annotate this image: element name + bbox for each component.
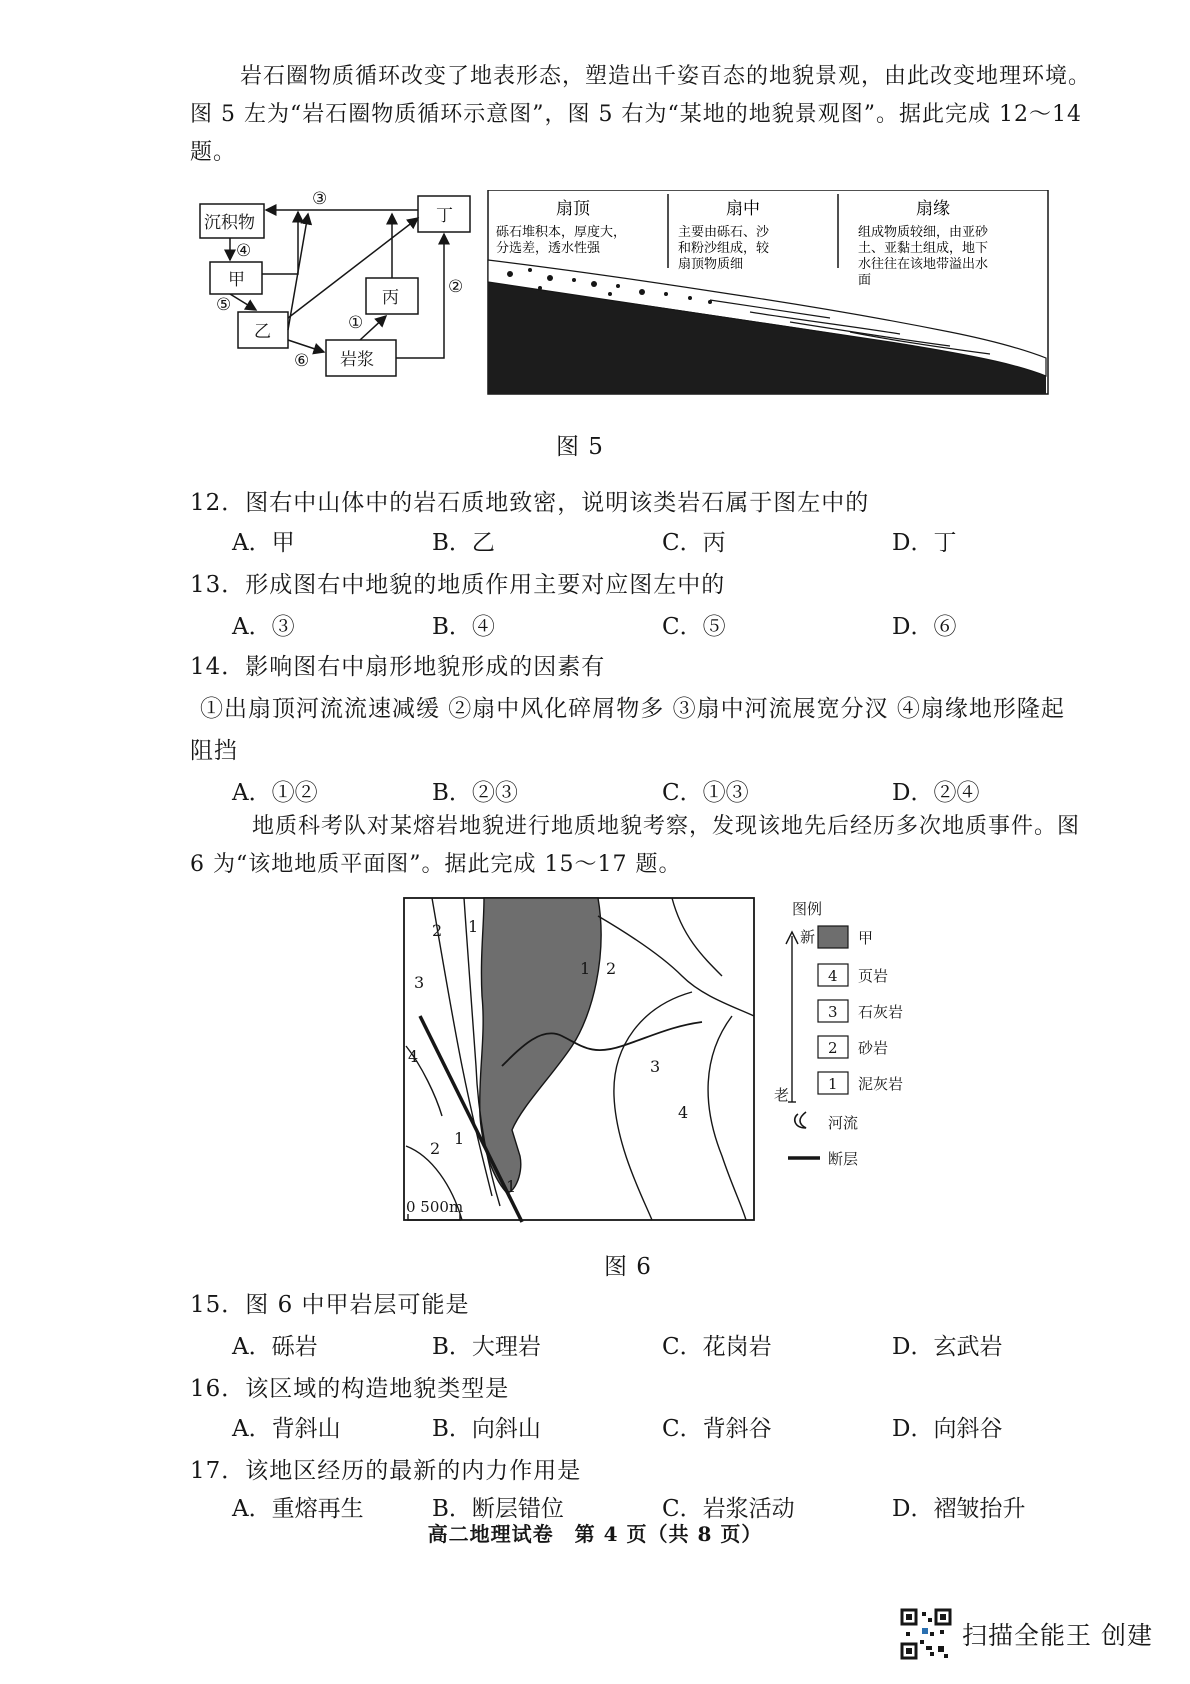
fan-mid-title: 扇中 <box>726 199 760 219</box>
legend-label-limestone: 石灰岩 <box>858 1003 904 1021</box>
q13-option-d[interactable]: D．⑥ <box>892 614 957 640</box>
arrow-label-2: ② <box>448 277 464 297</box>
q17-stem: 17．该地区经历的最新的内力作用是 <box>190 1458 582 1484</box>
map-label-1b: 1 <box>580 959 591 978</box>
jia-label: 甲 <box>228 270 245 290</box>
legend-label-marl: 泥灰岩 <box>858 1075 904 1093</box>
fan-top-line1: 砾石堆积本，厚度大， <box>496 225 627 240</box>
figure-6 <box>402 896 942 1236</box>
q15-option-b[interactable]: B．大理岩 <box>432 1334 541 1360</box>
fan-top-title: 扇顶 <box>556 199 590 219</box>
q14-option-c[interactable]: C．①③ <box>662 780 749 806</box>
q14-items-line2: 阻挡 <box>190 738 238 764</box>
page-footer: 高二地理试卷 第 4 页（共 8 页） <box>427 1522 763 1546</box>
fan-edge-line4: 面 <box>858 273 872 288</box>
fan-mid-line1: 主要由砾石、沙 <box>678 225 770 240</box>
q13-stem: 13．形成图右中地貌的地质作用主要对应图左中的 <box>190 572 726 598</box>
q15-option-c[interactable]: C．花岗岩 <box>662 1334 772 1360</box>
figure6-caption: 图 6 <box>604 1254 652 1280</box>
q17-option-a[interactable]: A．重熔再生 <box>232 1496 364 1522</box>
legend-label-sandstone: 砂岩 <box>858 1039 889 1057</box>
q12-option-b[interactable]: B．乙 <box>432 530 495 556</box>
legend-key-3: 3 <box>828 1003 838 1021</box>
q12-options <box>232 524 1132 554</box>
q13-option-a[interactable]: A．③ <box>232 614 295 640</box>
alluvial-fan-diagram <box>488 190 1048 394</box>
q17-option-c[interactable]: C．岩浆活动 <box>662 1496 795 1522</box>
q16-options <box>232 1410 1132 1440</box>
brand-text: 扫描全能王 创建 <box>962 1621 1153 1650</box>
q16-option-a[interactable]: A．背斜山 <box>232 1416 341 1442</box>
q17-option-d[interactable]: D．褶皱抬升 <box>892 1496 1026 1522</box>
fan-edge-line3: 水往往在该地带溢出水 <box>858 257 989 272</box>
map-label-3a: 3 <box>414 973 425 992</box>
q12-option-d[interactable]: D．丁 <box>892 530 957 556</box>
intro-paragraph-2 <box>190 808 1150 884</box>
q14-stem: 14．影响图右中扇形地貌形成的因素有 <box>190 654 606 680</box>
q14-options <box>232 774 1132 804</box>
legend-key-1: 1 <box>828 1075 838 1093</box>
q13-option-c[interactable]: C．⑤ <box>662 614 726 640</box>
arrow-label-1: ① <box>348 313 364 333</box>
fan-mid-line2: 和粉沙组成，较 <box>678 241 770 256</box>
legend-river: 河流 <box>828 1114 859 1132</box>
q16-stem: 16．该区域的构造地貌类型是 <box>190 1376 510 1402</box>
fan-edge-title: 扇缘 <box>916 199 950 219</box>
legend-title: 图例 <box>792 900 823 918</box>
magma-label: 岩浆 <box>340 350 374 370</box>
yi-label: 乙 <box>254 322 271 342</box>
q15-options <box>232 1328 1132 1358</box>
map-label-1c: 1 <box>454 1129 465 1148</box>
legend-label-shale: 页岩 <box>858 967 889 985</box>
q17-options <box>232 1490 1132 1520</box>
q13-options <box>232 608 1132 638</box>
figure5-caption: 图 5 <box>556 434 604 460</box>
map-label-2c: 2 <box>430 1139 441 1158</box>
q15-stem: 15．图 6 中甲岩层可能是 <box>190 1292 470 1318</box>
q16-option-c[interactable]: C．背斜谷 <box>662 1416 772 1442</box>
legend-key-4: 4 <box>828 967 838 985</box>
intro1-line2: 图 5 左为“岩石圈物质循环示意图”，图 5 右为“某地的地貌景观图”。据此完成 12～14 <box>190 102 1082 127</box>
q15-option-d[interactable]: D．玄武岩 <box>892 1334 1003 1360</box>
arrow-label-5: ⑤ <box>216 295 232 315</box>
arrow-label-6: ⑥ <box>294 351 310 371</box>
intro1-line3: 题。 <box>190 140 237 165</box>
q16-option-d[interactable]: D．向斜谷 <box>892 1416 1003 1442</box>
fan-top-line2: 分选差，透水性强 <box>496 241 601 256</box>
bing-label: 丙 <box>382 288 399 308</box>
scanner-brand <box>900 1608 1160 1658</box>
legend-swatch-jia <box>818 926 848 948</box>
legend-new: 新 <box>800 928 816 946</box>
map-label-2b: 2 <box>606 959 617 978</box>
arrow-label-3: ③ <box>312 190 328 209</box>
q15-option-a[interactable]: A．砾岩 <box>232 1334 318 1360</box>
geologic-map <box>404 898 754 1222</box>
ding-label: 丁 <box>436 206 453 226</box>
q12-option-c[interactable]: C．丙 <box>662 530 726 556</box>
q12-option-a[interactable]: A．甲 <box>232 530 295 556</box>
legend-label-jia: 甲 <box>858 929 874 947</box>
q14-items-line1: ①出扇顶河流流速减缓 ②扇中风化碎屑物多 ③扇中河流展宽分汊 ④扇缘地形隆起 <box>200 696 1065 722</box>
legend-old: 老 <box>774 1086 790 1104</box>
sediment-label: 沉积物 <box>204 213 255 233</box>
intro2-line1: 地质科考队对某熔岩地貌进行地质地貌考察，发现该地先后经历多次地质事件。图 <box>252 814 1081 839</box>
q14-option-a[interactable]: A．①② <box>232 780 318 806</box>
scale-bar-label: 0 500m <box>406 1198 464 1216</box>
q16-option-b[interactable]: B．向斜山 <box>432 1416 541 1442</box>
legend-key-2: 2 <box>828 1039 838 1057</box>
map-label-1a: 1 <box>468 917 479 936</box>
legend-fault: 断层 <box>828 1150 859 1168</box>
figure6-legend <box>774 900 903 1168</box>
q13-option-b[interactable]: B．④ <box>432 614 495 640</box>
figure-5 <box>190 190 1150 420</box>
map-label-4b: 4 <box>678 1103 689 1122</box>
map-label-2a: 2 <box>432 921 443 940</box>
intro-paragraph-1 <box>190 58 1150 172</box>
intro1-line1: 岩石圈物质循环改变了地表形态，塑造出千姿百态的地貌景观，由此改变地理环境。 <box>240 64 1092 89</box>
q12-stem: 12．图右中山体中的岩石质地致密，说明该类岩石属于图左中的 <box>190 490 870 516</box>
q14-option-b[interactable]: B．②③ <box>432 780 518 806</box>
fan-edge-line2: 土、亚黏土组成，地下 <box>858 241 989 256</box>
fan-edge-line1: 组成物质较细，由亚砂 <box>858 225 989 240</box>
fan-mid-line3: 扇顶物质细 <box>678 257 744 272</box>
river-legend-icon <box>795 1112 806 1128</box>
q17-option-b[interactable]: B．断层错位 <box>432 1496 564 1522</box>
map-label-4a: 4 <box>408 1047 419 1066</box>
map-label-1d: 1 <box>506 1177 517 1196</box>
arrow-label-4: ④ <box>236 241 252 261</box>
rock-cycle-labels <box>204 190 463 371</box>
intro2-line2: 6 为“该地地质平面图”。据此完成 15～17 题。 <box>190 852 682 877</box>
qr-code-icon <box>900 1608 952 1660</box>
map-label-3b: 3 <box>650 1057 661 1076</box>
q14-option-d[interactable]: D．②④ <box>892 780 980 806</box>
